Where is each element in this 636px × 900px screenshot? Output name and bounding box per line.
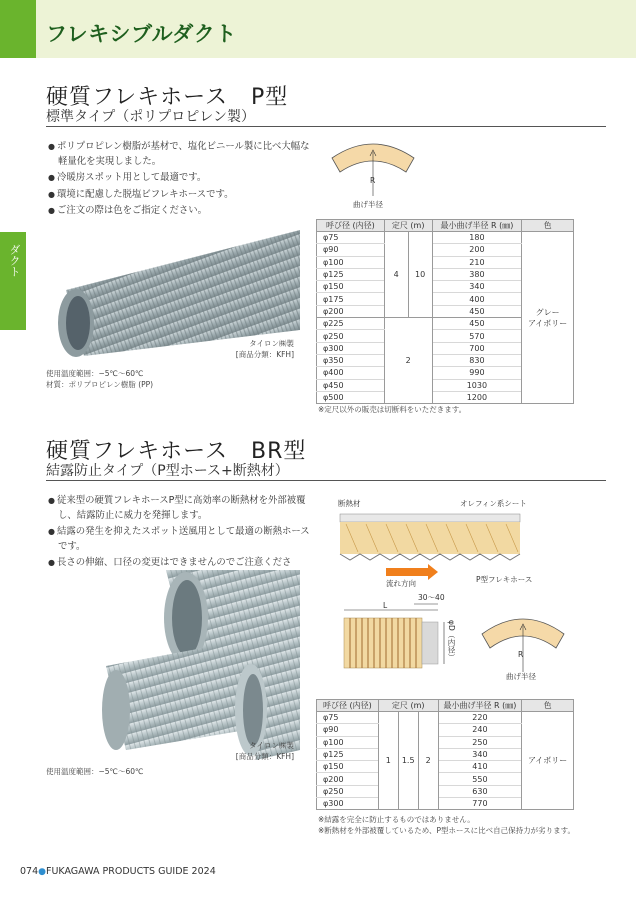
feature-item: ● 冷暖房スポット用として最適です。	[48, 171, 310, 186]
p-type-feature-list	[48, 140, 310, 221]
p-type-spec-table	[316, 219, 574, 404]
cell-radius: 400	[432, 293, 522, 305]
cell-radius: 700	[432, 342, 522, 354]
cell-diameter: φ250	[317, 330, 385, 342]
material: 材質：ポリプロピレン樹脂 (PP)	[46, 380, 154, 389]
temperature-range: 使用温度範囲：−5℃〜60℃	[46, 767, 144, 776]
cell-diameter: φ200	[317, 305, 385, 317]
cell-radius: 570	[432, 330, 522, 342]
col-header: 色	[522, 220, 574, 232]
br-type-spec	[46, 766, 143, 777]
cell-diameter: φ300	[317, 798, 379, 810]
cell-radius: 340	[432, 281, 522, 293]
cell-diameter: φ175	[317, 293, 385, 305]
col-header: 呼び径 (内径)	[317, 220, 385, 232]
color-grey: グレー	[535, 307, 560, 317]
inner-diameter-label: φD（内径）	[447, 620, 456, 661]
olefin-sheet-label: オレフィン系シート	[460, 499, 527, 508]
feature-item: ● 長さの伸縮、口径の変更はできませんのでご注意くださ	[48, 556, 310, 585]
cell-radius: 770	[438, 798, 522, 810]
cell-diameter: φ100	[317, 256, 385, 268]
note-item: ※断熱材を外部被覆しているため、P型ホースに比べ自己保持力が劣ります。	[318, 826, 576, 835]
col-header: 最小曲げ半径 R (㎜)	[432, 220, 522, 232]
br-type-photo-caption	[236, 740, 294, 762]
bend-radius-diagram	[468, 606, 578, 678]
cell-radius: 240	[438, 724, 522, 736]
p-hose-label: P型フレキホース	[476, 575, 533, 584]
cell-radius: 450	[432, 305, 522, 317]
p-type-photo-caption	[236, 338, 294, 360]
length-l-label: L	[383, 601, 388, 610]
end-dimension-label: 30〜40	[418, 593, 445, 602]
cell-radius: 250	[438, 736, 522, 748]
temperature-range: 使用温度範囲：−5℃〜60℃	[46, 369, 144, 378]
cell-diameter: φ350	[317, 354, 385, 366]
page-title: フレキシブルダクト	[46, 22, 237, 46]
cell-radius: 210	[432, 256, 522, 268]
feature-item: ● ご注文の際は色をご指定ください。	[48, 204, 310, 219]
cell-color	[522, 232, 574, 404]
cell-diameter: φ400	[317, 367, 385, 379]
br-type-divider	[46, 480, 606, 481]
br-type-spec-table	[316, 699, 574, 810]
bend-r-label: R	[370, 176, 376, 185]
cell-diameter: φ125	[317, 748, 379, 760]
guide-title: FUKAGAWA PRODUCTS GUIDE 2024	[46, 866, 216, 877]
cell-radius: 630	[438, 785, 522, 797]
cell-diameter: φ90	[317, 244, 385, 256]
footer-dot-icon: ●	[38, 867, 46, 877]
col-header: 定尺 (m)	[384, 220, 432, 232]
br-type-subtitle: 結露防止タイプ（P型ホース+断熱材）	[46, 463, 289, 479]
cell-color: アイボリー	[522, 712, 574, 810]
page-number: 074	[20, 866, 39, 877]
table-row	[317, 232, 574, 244]
p-type-product-photo	[46, 220, 300, 362]
br-type-product-photo	[46, 570, 300, 762]
cell-radius: 200	[432, 244, 522, 256]
note-item: ※結露を完全に防止するものではありません。	[318, 815, 475, 824]
br-type-title: 硬質フレキホース BR型	[46, 439, 307, 464]
col-header: 定尺 (m)	[378, 700, 438, 712]
p-type-spec	[46, 368, 153, 390]
cell-length: 4	[384, 232, 408, 318]
flow-direction-label: 流れ方向	[386, 579, 416, 588]
header-accent-bar	[0, 0, 36, 58]
product-class-label: [商品分類：KFH]	[235, 752, 294, 761]
p-type-divider	[46, 126, 606, 127]
p-type-note: ※定尺以外の販売は切断料をいただきます。	[318, 405, 467, 414]
cell-diameter: φ200	[317, 773, 379, 785]
cell-diameter: φ250	[317, 785, 379, 797]
cell-radius: 990	[432, 367, 522, 379]
product-class-label: [商品分類：KFH]	[235, 350, 294, 359]
p-type-subtitle: 標準タイプ（ポリプロピレン製）	[46, 109, 255, 125]
insulation-label: 断熱材	[338, 499, 361, 508]
br-type-notes	[318, 814, 575, 836]
cell-radius: 180	[432, 232, 522, 244]
cell-radius: 380	[432, 268, 522, 280]
cell-diameter: φ75	[317, 232, 385, 244]
cell-radius: 550	[438, 773, 522, 785]
page-footer	[20, 866, 216, 877]
cell-diameter: φ100	[317, 736, 379, 748]
p-type-title: 硬質フレキホース P型	[46, 85, 289, 110]
bend-radius-label: 曲げ半径	[353, 200, 383, 209]
cell-diameter: φ90	[317, 724, 379, 736]
cell-length: 2	[384, 318, 432, 404]
color-ivory: アイボリー	[527, 318, 568, 328]
cell-diameter: φ225	[317, 318, 385, 330]
cell-diameter: φ500	[317, 391, 385, 403]
feature-item: ● 結露の発生を抑えたスポット送風用として最適の断熱ホースです。	[48, 525, 310, 554]
cell-radius: 1030	[432, 379, 522, 391]
table-row	[317, 712, 574, 724]
bend-radius-label: 曲げ半径	[506, 672, 536, 681]
cross-section-diagram	[336, 500, 526, 584]
maker-label: タイロン㈱製	[249, 741, 294, 750]
cell-radius: 450	[432, 318, 522, 330]
cell-diameter: φ150	[317, 761, 379, 773]
col-header: 呼び径 (内径)	[317, 700, 379, 712]
bend-r-label: R	[518, 650, 524, 659]
cell-diameter: φ300	[317, 342, 385, 354]
feature-item: ● 従来型の硬質フレキホースP型に高効率の断熱材を外部被覆し、結露防止に威力を発揮します。	[48, 494, 310, 523]
cell-radius: 220	[438, 712, 522, 724]
feature-item: ● ポリプロピレン樹脂が基材で、塩化ビニール製に比べ大幅な軽量化を実現しました。	[48, 140, 310, 169]
cell-diameter: φ150	[317, 281, 385, 293]
feature-item: ● 環境に配慮した脱塩ビフレキホースです。	[48, 188, 310, 203]
cell-radius: 410	[438, 761, 522, 773]
col-header: 色	[522, 700, 574, 712]
col-header: 最小曲げ半径 R (㎜)	[438, 700, 522, 712]
cell-diameter: φ75	[317, 712, 379, 724]
cell-length: 1.5	[398, 712, 418, 810]
cell-length: 1	[378, 712, 398, 810]
cell-radius: 830	[432, 354, 522, 366]
cell-diameter: φ450	[317, 379, 385, 391]
maker-label: タイロン㈱製	[249, 339, 294, 348]
cell-radius: 1200	[432, 391, 522, 403]
cell-length: 10	[408, 232, 432, 318]
cell-radius: 340	[438, 748, 522, 760]
cell-length: 2	[418, 712, 438, 810]
cell-diameter: φ125	[317, 268, 385, 280]
category-side-tab[interactable]	[0, 232, 26, 330]
side-tab-label: ダクト	[8, 244, 21, 277]
